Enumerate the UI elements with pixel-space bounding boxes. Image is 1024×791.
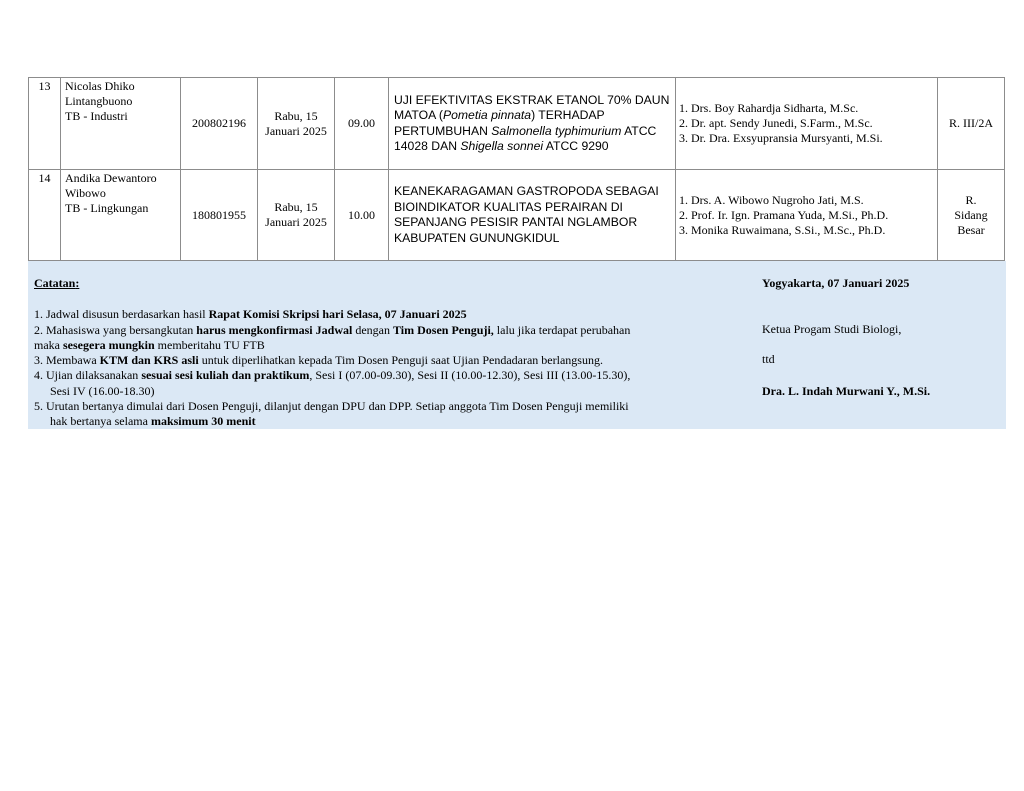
note-3: 3. Membawa KTM dan KRS asli untuk diperlihatkan kepada Tim Dosen Penguji saat Ujian Pendadaran berlangsung. [34,353,603,368]
signature-name: Dra. L. Indah Murwani Y., M.Si. [762,384,931,398]
table-row [29,78,1005,170]
thesis-title: UJI EFEKTIVITAS EKSTRAK ETANOL 70% DAUN MATOA (Pometia pinnata) TERHADAP PERTUMBUHAN Salmonella typhimurium ATCC 14028 DAN Shigella sonnei ATCC 9290 [389,78,676,170]
table-row [29,170,1005,261]
exam-time: 10.00 [335,170,389,261]
student-name: Andika Dewantoro Wibowo TB - Lingkungan [61,170,181,261]
note-2: 2. Mahasiswa yang bersangkutan harus mengkonfirmasi Jadwal dengan Tim Dosen Penguji, lalu jika terdapat perubahan maka sesegera mungkin memberitahu TU FTB [34,322,631,352]
exam-time: 09.00 [335,78,389,170]
notes-panel [28,261,1006,429]
student-id: 200802196 [181,78,258,170]
note-4: 4. Ujian dilaksanakan sesuai sesi kuliah dan praktikum, Sesi I (07.00-09.30), Sesi II (10.00-12.30), Sesi III (13.00-15.30), Sesi IV (16.00-18.30) [34,368,631,398]
schedule-body [29,78,1005,261]
exam-room: R. III/2A [938,78,1005,170]
exam-schedule-table [28,77,1005,261]
row-number: 14 [29,170,61,261]
examiners-list: 1. Drs. A. Wibowo Nugroho Jati, M.S. 2. Prof. Ir. Ign. Pramana Yuda, M.Si., Ph.D. 3. Monika Ruwaimana, S.Si., M.Sc., Ph.D. [676,170,938,261]
exam-date: Rabu, 15 Januari 2025 [258,78,335,170]
row-number: 13 [29,78,61,170]
signature-place-date: Yogyakarta, 07 Januari 2025 [762,276,910,290]
note-1: 1. Jadwal disusun berdasarkan hasil Rapat Komisi Skripsi hari Selasa, 07 Januari 2025 [34,307,467,322]
notes-heading: Catatan: [34,276,80,290]
note-5: 5. Urutan bertanya dimulai dari Dosen Penguji, dilanjut dengan DPU dan DPP. Setiap anggota Tim Dosen Penguji memiliki hak bertanya selama maksimum 30 menit [34,399,629,429]
signature-ttd: ttd [762,352,775,366]
student-name: Nicolas Dhiko Lintangbuono TB - Industri [61,78,181,170]
exam-date: Rabu, 15 Januari 2025 [258,170,335,261]
notes-list [34,276,724,430]
thesis-title: KEANEKARAGAMAN GASTROPODA SEBAGAI BIOINDIKATOR KUALITAS PERAIRAN DI SEPANJANG PESISIR PANTAI NGLAMBOR KABUPATEN GUNUNGKIDUL [389,170,676,261]
examiners-list: 1. Drs. Boy Rahardja Sidharta, M.Sc. 2. Dr. apt. Sendy Junedi, S.Farm., M.Sc. 3. Dr. Dra. Exsyupransia Mursyanti, M.Si. [676,78,938,170]
signature-role: Ketua Progam Studi Biologi, [762,322,902,336]
exam-room: R. Sidang Besar [938,170,1005,261]
student-id: 180801955 [181,170,258,261]
